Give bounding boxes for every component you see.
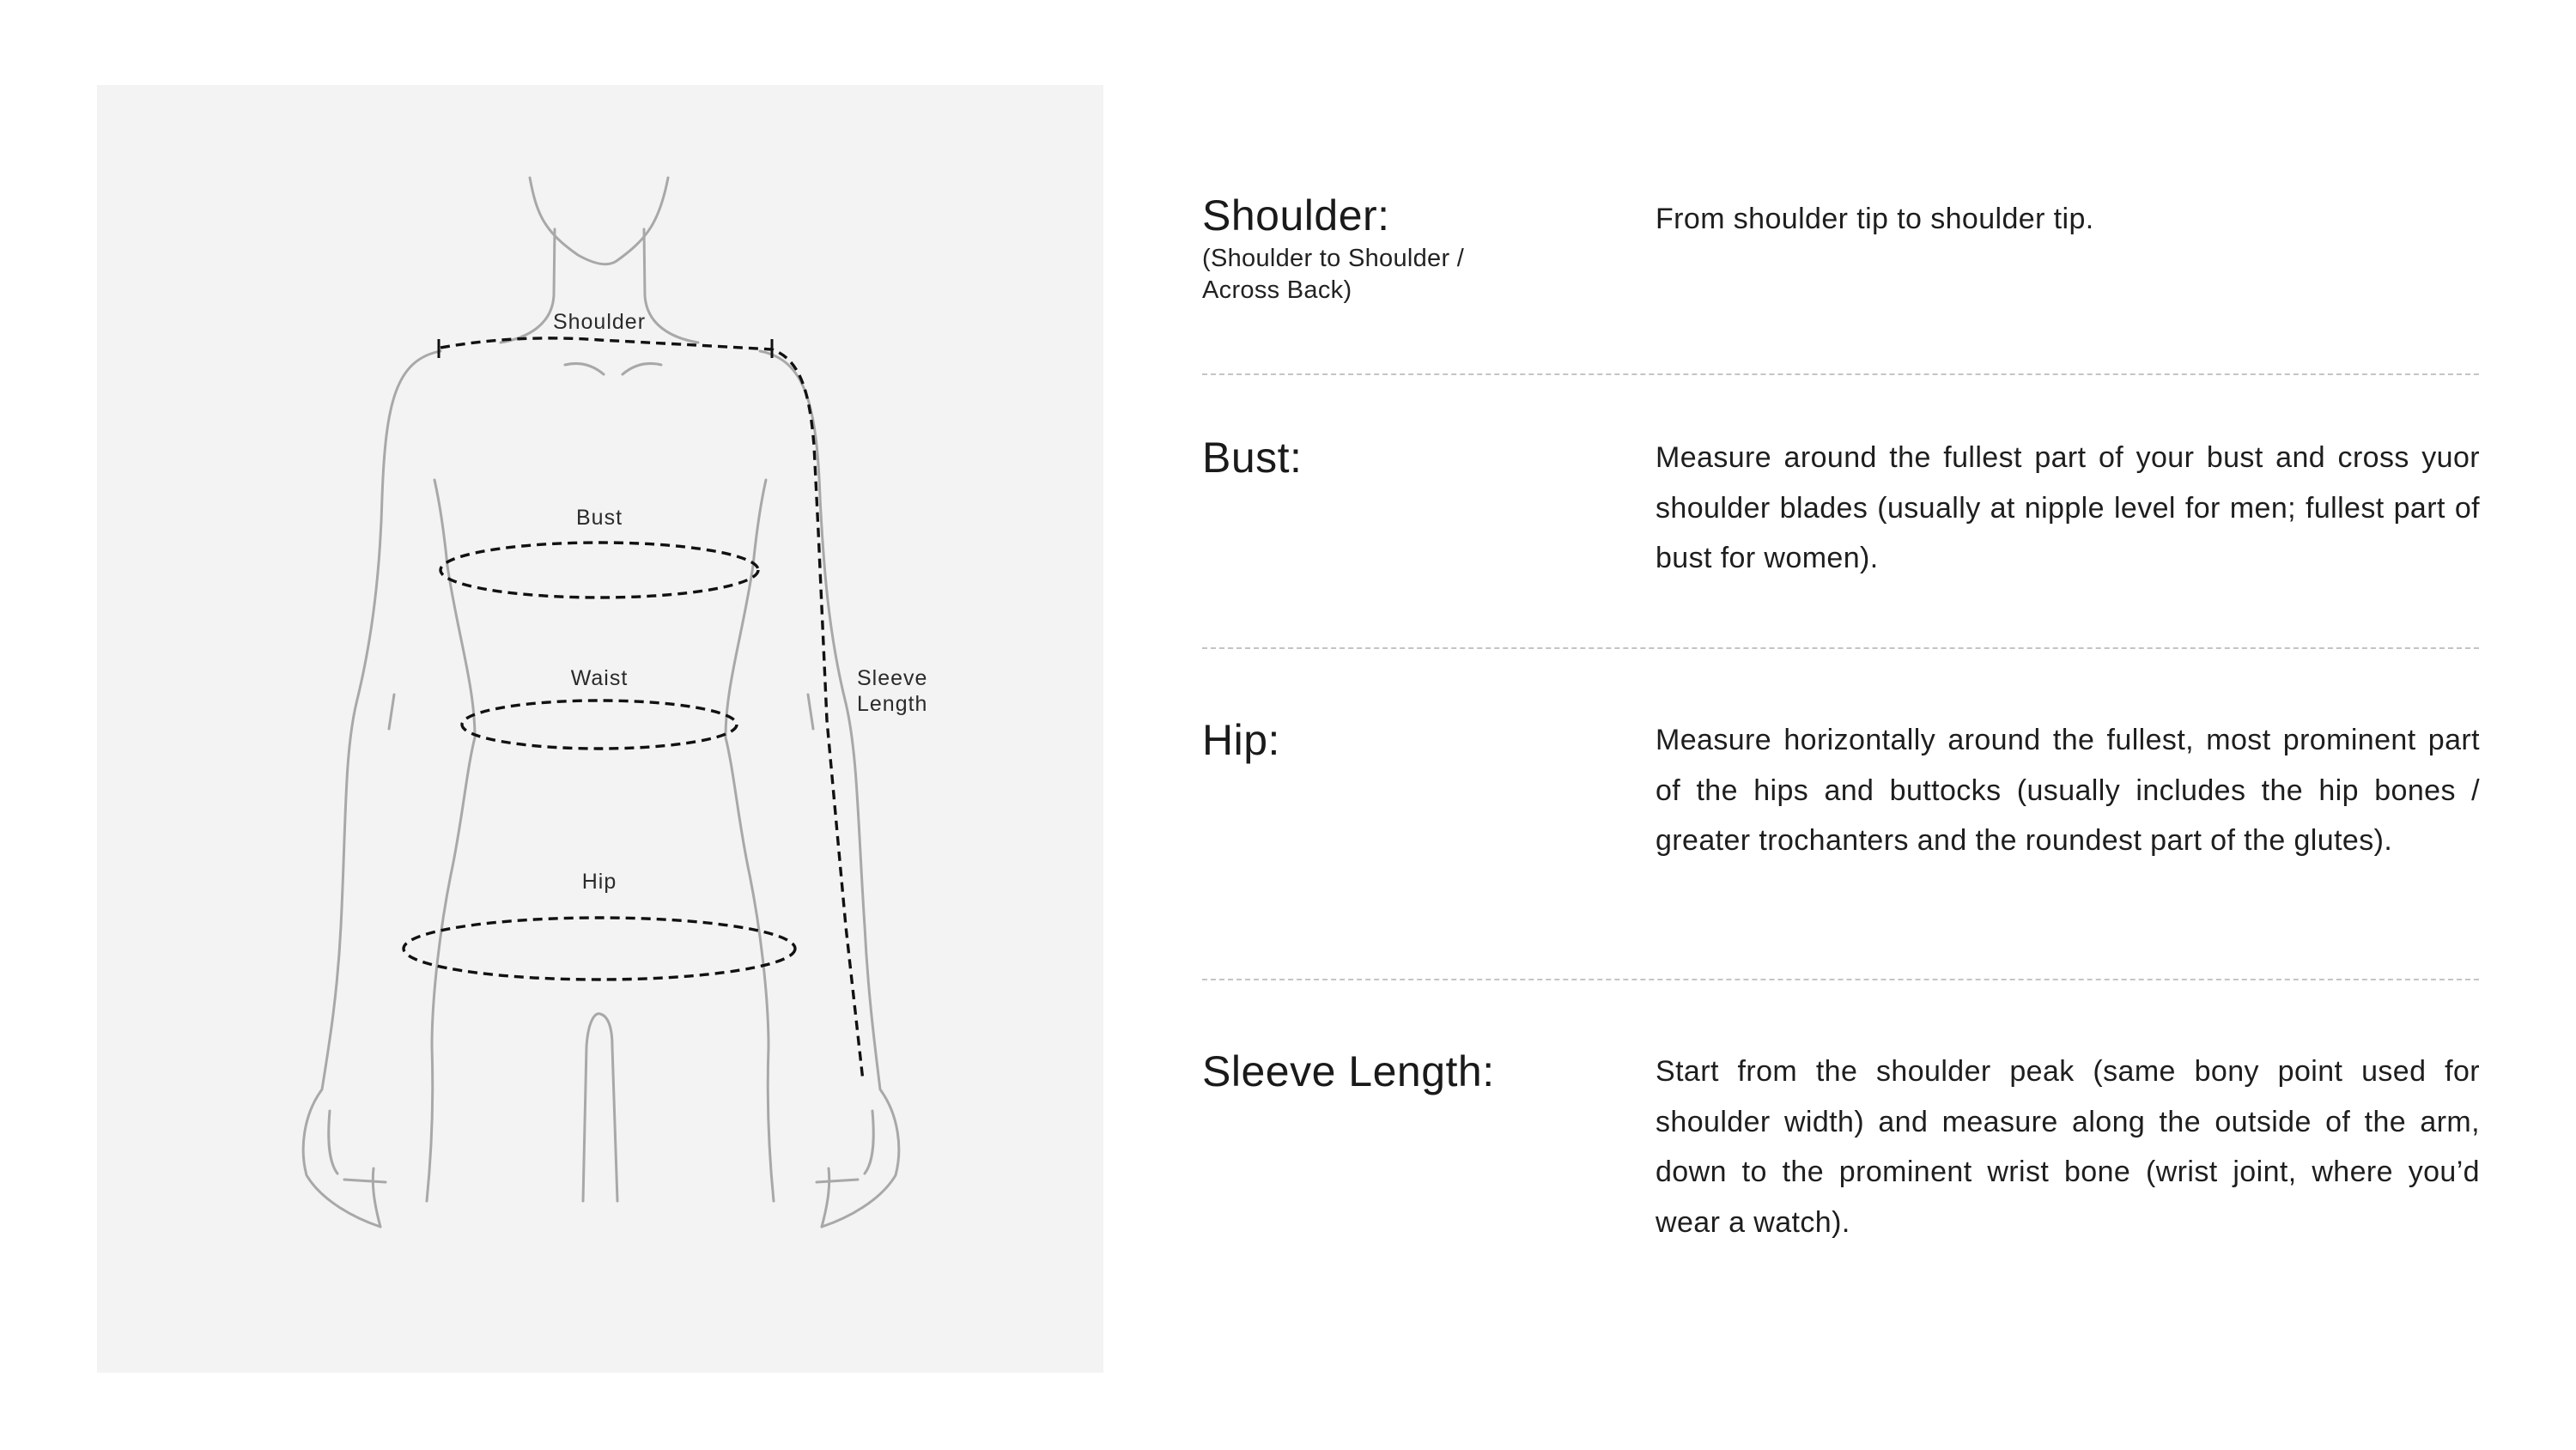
shoulder-label: Shoulder bbox=[552, 310, 647, 334]
inner-legs bbox=[583, 1014, 617, 1201]
body-silhouette-diagram bbox=[97, 85, 1103, 1373]
left-hand bbox=[329, 1111, 386, 1227]
hip-measure-line bbox=[404, 918, 795, 980]
sleeve-length-title: Sleeve Length: bbox=[1202, 1047, 1495, 1095]
hip-description: Measure horizontally around the fullest, most prominent part of the hips and buttocks (usually includes the hip bones / greater trochanters and the roundest part of the glutes). bbox=[1656, 724, 2480, 857]
neck-left bbox=[501, 229, 555, 343]
waist-measure-line bbox=[462, 701, 737, 749]
shoulder-measure-line bbox=[440, 338, 863, 1081]
bust-label: Bust bbox=[575, 506, 623, 530]
right-body-outline bbox=[760, 351, 899, 1227]
neck-outline bbox=[530, 178, 668, 264]
left-body-outline bbox=[303, 351, 440, 1227]
hip-title: Hip: bbox=[1202, 716, 1280, 764]
right-hand bbox=[817, 1111, 873, 1227]
divider-1 bbox=[1202, 373, 2479, 375]
shoulder-description: From shoulder tip to shoulder tip. bbox=[1656, 203, 2094, 235]
right-inner-arm bbox=[808, 695, 813, 729]
bust-measure-line bbox=[440, 543, 758, 598]
neck-right bbox=[644, 229, 698, 343]
divider-2 bbox=[1202, 647, 2479, 649]
shoulder-term bbox=[1202, 192, 1614, 306]
right-torso bbox=[726, 480, 774, 1201]
shoulder-subtitle-line2: Across Back) bbox=[1202, 276, 1352, 304]
bust-title: Bust: bbox=[1202, 434, 1303, 482]
left-inner-arm bbox=[389, 695, 394, 729]
shoulder-subtitle bbox=[1202, 243, 1614, 306]
shoulder-subtitle-line1: (Shoulder to Shoulder / bbox=[1202, 245, 1465, 272]
left-torso bbox=[427, 480, 475, 1201]
waist-label: Waist bbox=[570, 666, 629, 690]
sleeve-label-line1: Sleeve bbox=[857, 666, 928, 690]
bust-description: Measure around the fullest part of your bust and cross yuor shoulder blades (usually at nipple level for men; fullest part of bust for women). bbox=[1656, 441, 2480, 574]
sleeve-label-line2: Length bbox=[857, 692, 928, 716]
collarbone-left bbox=[565, 363, 604, 374]
hip-label: Hip bbox=[581, 870, 617, 894]
sleeve-length-description: Start from the shoulder peak (same bony point used for shoulder width) and measure along the outside of the arm, down to the prominent wrist bone (wrist joint, where you’d wear a watch). bbox=[1656, 1055, 2480, 1239]
body-figure-panel bbox=[97, 85, 1103, 1373]
shoulder-title: Shoulder: bbox=[1202, 191, 1390, 240]
collarbone-right bbox=[623, 363, 661, 374]
divider-3 bbox=[1202, 979, 2479, 980]
